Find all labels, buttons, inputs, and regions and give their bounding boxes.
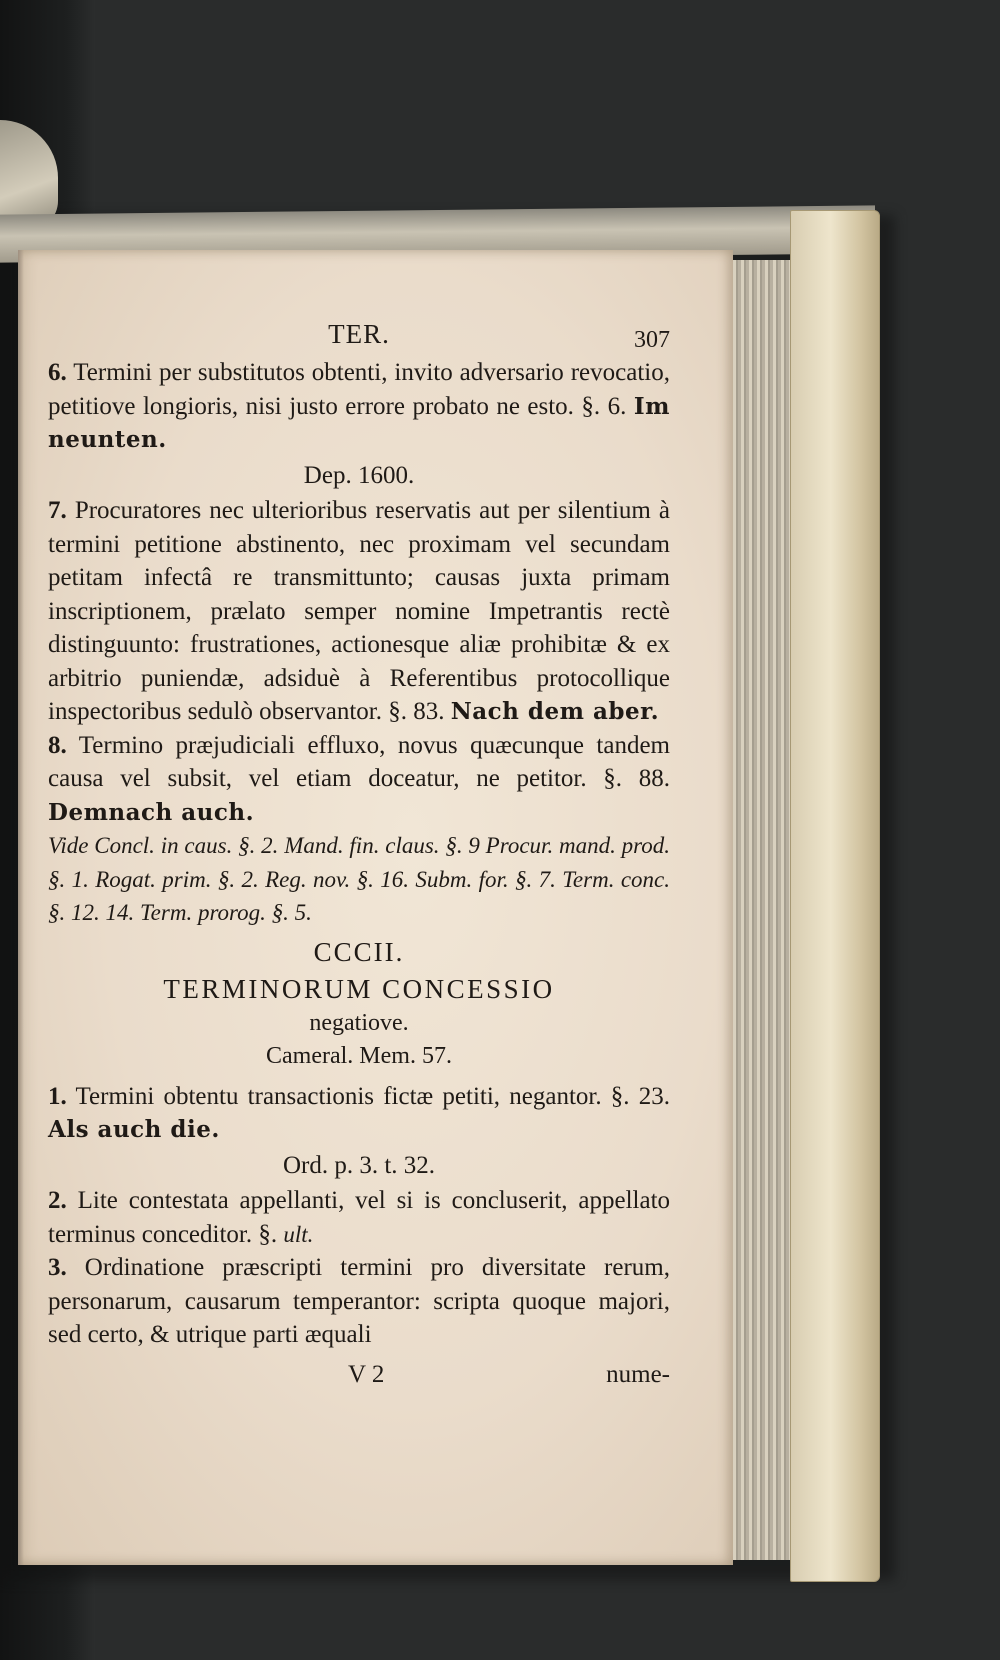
paragraph-8 [48, 729, 670, 830]
german-incipit: Im neunten. [48, 392, 671, 453]
paragraph-number: 2. [48, 1187, 67, 1214]
page-number: 307 [634, 327, 670, 353]
section-title: TERMINORUM CONCESSIO [163, 974, 555, 1004]
paragraph-number: 6. [48, 359, 67, 386]
paragraph-3 [48, 1251, 670, 1352]
paragraph-2 [48, 1184, 670, 1251]
date-reference: Dep. 1600. [303, 461, 415, 489]
paragraph-text: Procuratores nec ulterioribus reservatis aut per silentium à termini petitione abstinento, nec proximam vel secundam petitam infectâ re transmittunto; causas juxta primam inscriptionem, prælato semper nomine Impetrantis rectè distinguunto: frustrationes, actionesque aliæ prohibitæ & ex arbitrio puniendæ, adsiduè à Referentibus protocollique inspectoribus sedulò observantor. §. 83. [48, 497, 671, 725]
italic-tail: ult. [283, 1221, 314, 1247]
page-text-block [48, 318, 670, 1392]
page-footer [48, 1358, 670, 1392]
section-number: CCCII. [313, 936, 405, 967]
vellum-cover-edge [790, 210, 880, 1582]
paragraph-text: Lite contestata appellanti, vel si is concluserit, appellato terminus conceditor. §. [48, 1187, 671, 1248]
running-head [48, 318, 670, 356]
paragraph-number: 8. [48, 731, 67, 759]
section-source: Cameral. Mem. 57. [266, 1043, 452, 1069]
paragraph-text: Termini per substitutos obtenti, invito adversario revocatio, petitiove longioris, nisi justo errore probato ne esto. §. 6. [48, 359, 670, 420]
paragraph-6 [48, 356, 670, 457]
running-head-title: TER. [328, 319, 390, 349]
signature-mark: V 2 [348, 1360, 385, 1388]
ordinance-reference: Ord. p. 3. t. 32. [282, 1151, 436, 1179]
paragraph-number: 3. [48, 1254, 67, 1281]
german-incipit: Als auch die. [48, 1116, 220, 1143]
german-incipit: Nach dem aber. [450, 698, 660, 725]
section-subtitle: negatiove. [309, 1009, 409, 1036]
german-incipit: Demnach auch. [48, 798, 255, 826]
paragraph-text: Termino præjudiciali effluxo, novus quæcunque tandem causa vel subsit, vel etiam doceatur, ne petitor. §. 88. [48, 731, 670, 792]
paragraph-1 [48, 1080, 670, 1147]
page-fore-edge [730, 260, 790, 1560]
cross-reference-note: Vide Concl. in caus. §. 2. Mand. fin. claus. §. 9 Procur. mand. prod. §. 1. Rogat. prim. §. 2. Reg. nov. §. 16. Subm. for. §. 7. Term. conc. §. 12. 14. Term. prorog. §. 5. [48, 833, 670, 925]
gutter-shadow [18, 250, 24, 1565]
paragraph-text: Ordinatione præscripti termini pro diversitate rerum, personarum, causarum temperantor: scripta quoque majori, sed certo, & utrique parti æquali [48, 1254, 671, 1348]
paragraph-text: Termini obtentu transactionis fictæ petiti, negantor. §. 23. [75, 1082, 670, 1110]
paragraph-number: 1. [48, 1082, 67, 1110]
catchword: nume- [606, 1360, 670, 1388]
paragraph-7 [48, 494, 670, 729]
paragraph-number: 7. [48, 497, 67, 524]
